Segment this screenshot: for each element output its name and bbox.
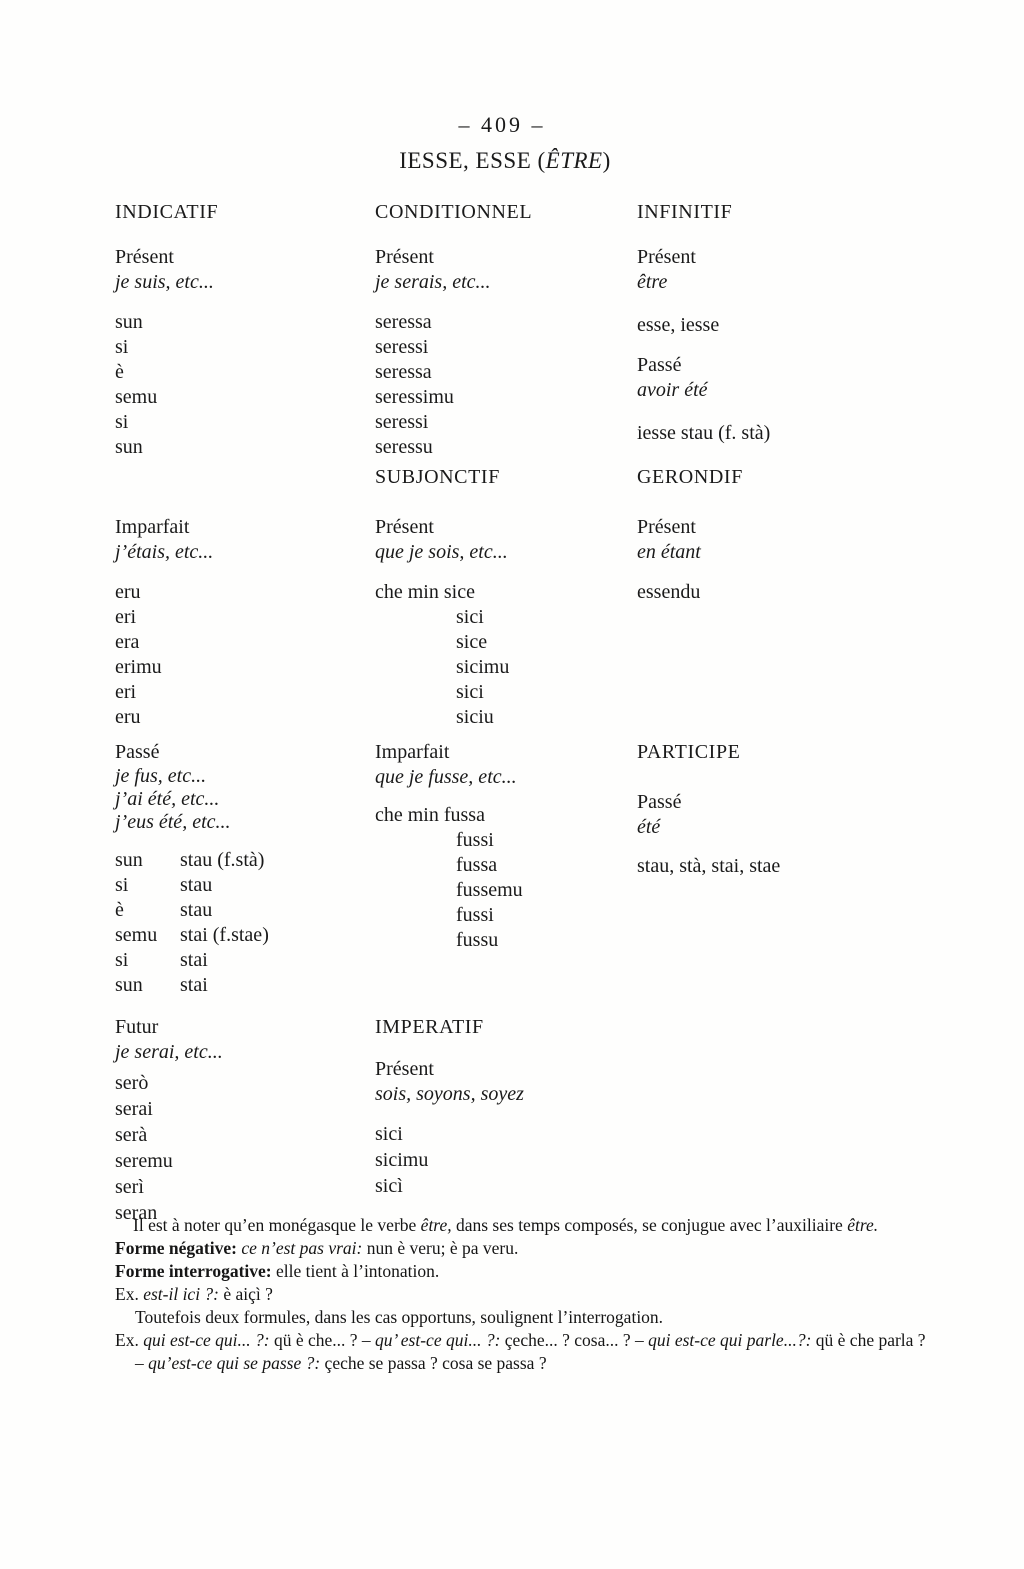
verb-form: semu [115, 386, 158, 408]
note-toutefois: Toutefois deux formules, dans les cas opportuns, soulignent l’interrogation. [135, 1307, 664, 1327]
auxiliary: sun [115, 849, 143, 871]
section-header-participe: PARTICIPE [637, 741, 741, 763]
indicatif-imparfait-block [115, 515, 213, 730]
verb-form: seressi [375, 336, 429, 358]
footnotes [115, 1214, 930, 1375]
tense-gloss: été [637, 816, 661, 838]
tense-label: Imparfait [375, 741, 450, 763]
note-text: è aiçì ? [223, 1284, 273, 1304]
auxiliary: semu [115, 924, 158, 946]
tense-gloss: être [637, 271, 668, 293]
tense-label: Passé [637, 354, 682, 376]
tense-gloss: j’eus été, etc... [115, 811, 231, 833]
note-text: elle tient à l’intonation. [276, 1261, 440, 1281]
verb-form [115, 948, 269, 973]
verb-forms [115, 1070, 223, 1226]
page-number: – 409 – [458, 112, 546, 137]
verb-form: fussu [456, 929, 499, 951]
verb-form: seremu [115, 1150, 173, 1172]
verb-form [115, 898, 269, 923]
auxiliary: sun [115, 974, 143, 996]
note-italic: être. [847, 1215, 879, 1235]
tense-gloss: j’étais, etc... [115, 541, 214, 563]
tense-label: Présent [637, 516, 696, 538]
section-header-infinitif: INFINITIF [637, 201, 733, 223]
tense-gloss: que je sois, etc... [375, 541, 508, 563]
note-auxiliary [115, 1214, 930, 1237]
auxiliary: si [115, 949, 129, 971]
note-text: nun è veru; è pa veru. [366, 1238, 519, 1258]
verb-form: eru [115, 581, 141, 603]
verb-forms [115, 310, 214, 460]
tense-gloss: avoir été [637, 379, 708, 401]
note-text: çeche se passa ? cosa se passa ? [324, 1353, 547, 1373]
note-italic: ce n’est pas vrai: [241, 1238, 367, 1258]
verb-form: serò [115, 1072, 149, 1094]
auxiliary: è [115, 899, 124, 921]
verb-form: è [115, 361, 124, 383]
note-text: Ex. [115, 1330, 144, 1350]
verb-forms [115, 848, 269, 998]
note-bold-label: Forme négative: [115, 1238, 242, 1258]
verb-form: sicimu [456, 656, 510, 678]
tense-label: Futur [115, 1016, 159, 1038]
verb-form: fussi [456, 829, 494, 851]
verb-form: eru [115, 706, 141, 728]
verb-form: eri [115, 606, 137, 628]
verb-form: siciu [456, 706, 494, 728]
verb-form: fussi [456, 904, 494, 926]
verb-form: si [115, 411, 129, 433]
note-text: Ex. [115, 1284, 144, 1304]
auxiliary: si [115, 874, 129, 896]
tense-gloss: en étant [637, 541, 701, 563]
tense-glosses [115, 765, 269, 834]
imperatif-present-block [375, 1057, 524, 1199]
verb-form: che min fussa [375, 804, 485, 826]
tense-label: Présent [375, 516, 434, 538]
section-header-indicatif: INDICATIF [115, 201, 219, 223]
infinitif-present-block [637, 245, 719, 338]
title-close: ) [602, 148, 611, 173]
verb-forms [115, 580, 213, 730]
tense-label: Passé [637, 791, 682, 813]
participle: stai (f.stae) [180, 924, 269, 946]
participle: stai [180, 974, 208, 996]
verb-form: seressimu [375, 386, 454, 408]
indicatif-passe-block [115, 740, 269, 998]
verb-form: fussa [456, 854, 498, 876]
verb-forms [375, 580, 509, 730]
verb-form: sun [115, 311, 143, 333]
verb-form: seressu [375, 436, 433, 458]
participle: stau [180, 874, 213, 896]
note-italic: qu’est-ce qui se passe ?: [148, 1353, 325, 1373]
verb-form: seressi [375, 411, 429, 433]
verb-form [115, 923, 269, 948]
tense-label: Présent [115, 246, 174, 268]
tense-gloss: je serais, etc... [375, 271, 491, 293]
verb-form: sici [456, 681, 484, 703]
verb-form: seran [115, 1202, 158, 1224]
verb-form: era [115, 631, 140, 653]
section-header-imperatif: IMPERATIF [375, 1016, 484, 1038]
note-italic: est-il ici ?: [143, 1284, 224, 1304]
tense-label: Présent [637, 246, 696, 268]
note-italic: qui est-ce qui... ?: [143, 1330, 274, 1350]
conditionnel-present-block [375, 245, 491, 460]
verb-form [115, 848, 269, 873]
section-header-gerondif: GERONDIF [637, 466, 743, 488]
verb-form [115, 973, 269, 998]
indicatif-present-block [115, 245, 214, 460]
verb-form: serà [115, 1124, 148, 1146]
infinitif-passe-block [637, 353, 770, 446]
title-roman: IESSE, ESSE ( [399, 148, 546, 173]
verb-form: sici [375, 1123, 403, 1145]
verb-forms [375, 310, 491, 460]
subjonctif-imparfait-block [375, 740, 523, 953]
note-italic: qui est-ce qui parle...?: [648, 1330, 816, 1350]
verb-form: iesse stau (f. stà) [637, 422, 771, 444]
verb-form: sice [456, 631, 488, 653]
verb-form: si [115, 336, 129, 358]
tense-label: Présent [375, 1058, 434, 1080]
note-bold-label: Forme interrogative: [115, 1261, 276, 1281]
participle: stau [180, 899, 213, 921]
tense-gloss: je suis, etc... [115, 271, 214, 293]
verb-form: eri [115, 681, 137, 703]
tense-label: Passé [115, 741, 160, 763]
tense-gloss: je serai, etc... [115, 1041, 223, 1063]
note-italic: qu’ est-ce qui... ?: [375, 1330, 505, 1350]
page-title [0, 148, 1010, 174]
subjonctif-present-block [375, 515, 509, 730]
tense-gloss: que je fusse, etc... [375, 766, 517, 788]
note-text: qü è che... ? – [273, 1330, 376, 1350]
note-text: dans ses temps composés, se conjugue avec l’auxiliaire [451, 1215, 848, 1235]
verb-form: erimu [115, 656, 162, 678]
tense-label: Imparfait [115, 516, 190, 538]
note-italic: être, [420, 1215, 452, 1235]
verb-form: serì [115, 1176, 144, 1198]
note-forme-interrogative [115, 1260, 930, 1283]
verb-form: fussemu [456, 879, 523, 901]
tense-label: Présent [375, 246, 434, 268]
verb-form: sicì [375, 1175, 403, 1197]
participle: stai [180, 949, 208, 971]
indicatif-futur-block [115, 1015, 223, 1226]
note-text: qü è che parla ? – [135, 1330, 926, 1373]
title-italic: ÊTRE [545, 148, 603, 173]
note-example-2 [115, 1329, 930, 1375]
note-text: çeche... ? cosa... ? – [504, 1330, 649, 1350]
verb-form: seressa [375, 311, 432, 333]
verb-form: sici [456, 606, 484, 628]
verb-form: sicimu [375, 1149, 429, 1171]
verb-form: esse, iesse [637, 314, 720, 336]
participe-passe-block [637, 790, 780, 879]
verb-form: che min sice [375, 581, 475, 603]
verb-forms [375, 803, 523, 953]
participle: stau (f.stà) [180, 849, 265, 871]
verb-form: serai [115, 1098, 153, 1120]
verb-form: stau, stà, stai, stae [637, 855, 781, 877]
tense-gloss: je fus, etc... [115, 765, 207, 787]
section-header-conditionnel: CONDITIONNEL [375, 201, 533, 223]
verb-form [115, 873, 269, 898]
verb-forms [375, 1121, 524, 1199]
verb-form: seressa [375, 361, 432, 383]
tense-gloss: j’ai été, etc... [115, 788, 220, 810]
verb-form: essendu [637, 581, 701, 603]
note-example-1 [115, 1283, 930, 1306]
note-text: Il est à noter qu’en monégasque le verbe [133, 1215, 421, 1235]
verb-form: sun [115, 436, 143, 458]
gerondif-present-block [637, 515, 701, 605]
note-forme-negative [115, 1237, 930, 1260]
tense-gloss: sois, soyons, soyez [375, 1083, 524, 1105]
section-header-subjonctif: SUBJONCTIF [375, 466, 500, 488]
